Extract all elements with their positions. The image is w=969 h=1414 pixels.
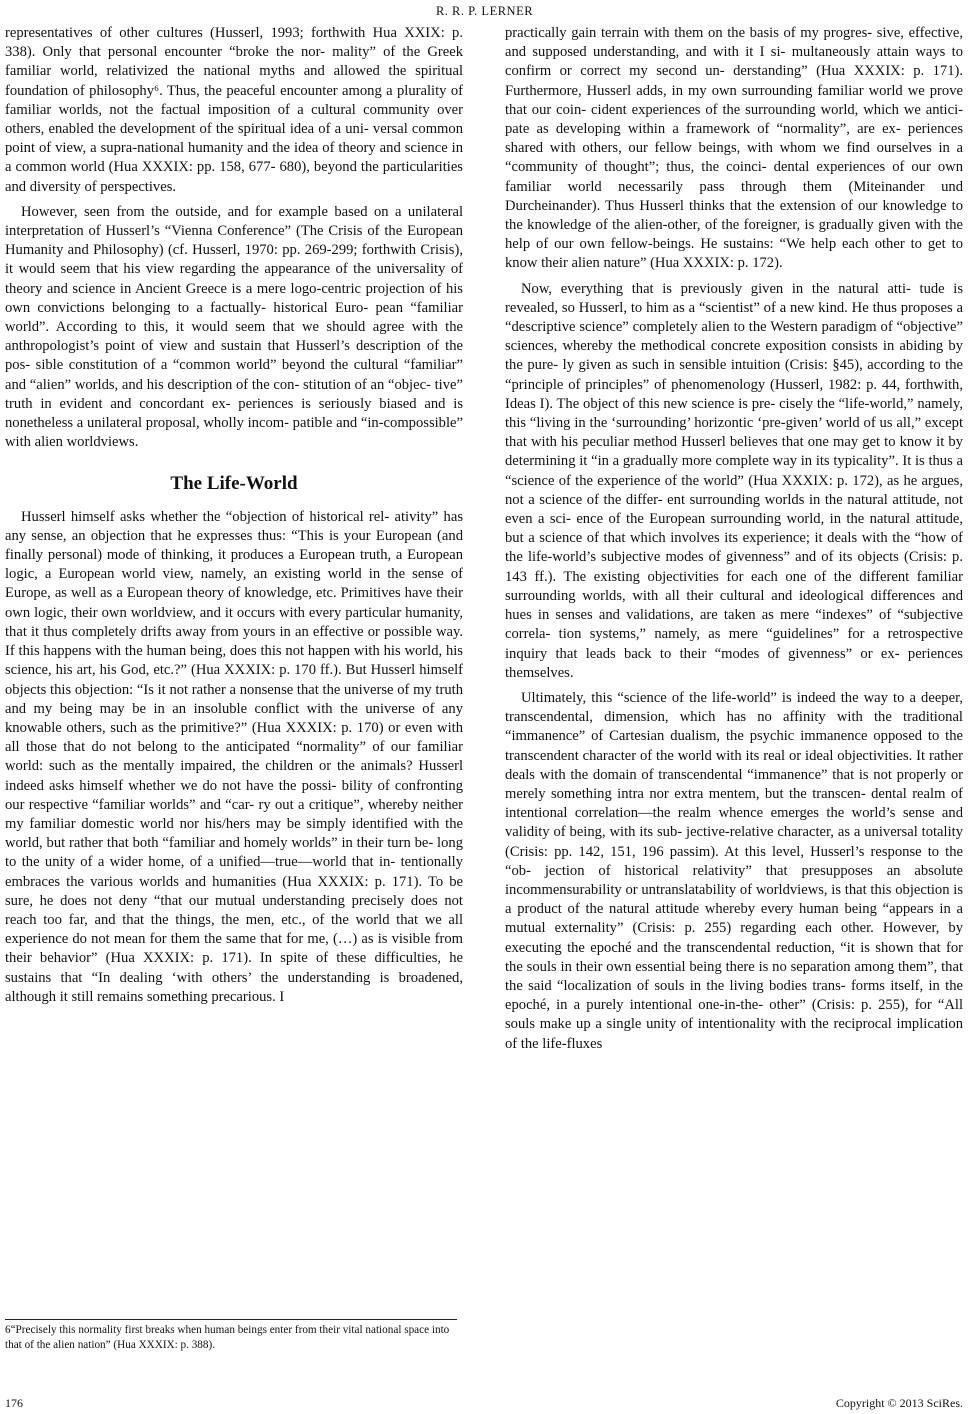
left-column bbox=[5, 24, 463, 1007]
paragraph-right-3: Ultimately, this “science of the life-world” is indeed the way to a deeper, transcendental, dimension, which has no affinity with the traditional “immanence” of Cartesian dualism, the psychic immanence opposed to the transcendent character of the world with its real or ideal objectivities. It rather deals with the domain of transcendental “immanence” that is not properly or merely something intra nor extra mentem, but the transcen- dental realm of intentional correlation—the realm whence emerges the world’s sense and validity of being, with its sub- jective-relative character, as a universal totality (Crisis: pp. 142, 151, 196 passim). At this level, Husserl’s response to the “ob- jection of historical relativity” that presupposes an absolute incommensurability or untranslatability of worldviews, is that this objection is a product of the natural attitude whereby every human being “appears in a mutual externality” (Crisis: p. 255) regarding each other. However, by executing the epoché and the transcendental reduction, “it is shown that for the souls in their own essential being there is no separation among them”, that the said “localization of souls in the living bodies trans- forms itself, in the epoché, in a purely intentional one-in-the- other” (Crisis: p. 255), for “All souls make up a single unity of intentionality with the reciprocal implication of the life-fluxes bbox=[505, 689, 963, 1052]
paragraph-right-1: practically gain terrain with them on the basis of my progres- sive, effective, and supposed understanding, and with it I si- multaneously attain ways to confirm or correct my second un- derstanding” (Hua XXXIX: p. 171). Furthermore, Husserl adds, in my own surrounding familiar world we prove that our coin- cident experiences of the surrounding world, which we antici- pate as developing within a framework of “normality”, are ex- periences shared with others, our fellow beings, with whom we find ourselves in a “community of thought”; thus, the coinci- dental experiences of our own familiar world necessarily pass through them (Miteinander und Durcheinander). Thus Husserl thinks that the extension of our knowledge to the knowledge of the alien-other, of the foreigner, is gradually given with the help of our own fellow-beings. He sustains: “We help each other to get to know their alien nature” (Hua XXXIX: p. 172). bbox=[505, 25, 963, 272]
footnote-divider bbox=[5, 1319, 457, 1320]
running-header: R. R. P. LERNER bbox=[435, 4, 534, 18]
paragraph-right-2: Now, everything that is previously given in the natural atti- tude is revealed, so Husserl, to him as a “scientist” of a new kind. He thus proposes a “descriptive science” completely alien to the Western paradigm of “objective” sciences, whereby the methodical concrete exposition consists in abiding by the pure- ly given as such in sensible intuition (Crisis: §45), according to the “principle of principles” of phenomenology (Husserl, 1982: p. 44, forthwith, Ideas I). The object of this new science is pre- cisely the “life-world,” namely, this “living in the ‘surrounding’ horizontic ‘pre-given’ world of us all,” except that with his peculiar method Husserl believes that one may get to know it by determining it “in a gradually more complete way in its typicality”. It is thus a “science of the experience of the world” (Hua XXXIX: p. 172), as he argues, not a science of the differ- ent surrounding worlds in the natural attitude, not even a sci- ence of the European surrounding world, in the natural attitude, but a science of that which involves its experience; it deals with the “how of the life-world’s subjective modes of givenness” and of its objects (Crisis: p. 143 ff.). The existing objectivities for each one of the different familiar surrounding worlds, with all their cultural and ideological differences and hues in senses and validations, are taken as mere “indexes” of “subjective correla- tion systems,” namely, as mere “guidelines” for a retrospective inquiry that leads back to their “modes of givenness” or ex- periences themselves. bbox=[505, 280, 963, 681]
paragraph-left-1: representatives of other cultures (Husserl, 1993; forthwith Hua XXIX: p. 338). Only that personal encounter “broke the nor- mality” of the Greek familiar world, relativized the national myths and allowed the spiritual foundation of philosophy⁶. Thus, the peaceful encounter among a plurality of familiar worlds, not the factual imposition of a cultural community over others, enabled the development of the spiritual idea of a uni- versal common point of view, a supra-national humanity and the idea of theory and science in a common world (Hua XXXIX: pp. 158, 677- 680), beyond the particularities and diversity of perspectives. bbox=[5, 25, 463, 195]
copyright-notice: Copyright © 2013 SciRes. bbox=[835, 1396, 963, 1410]
page-number: 176 bbox=[5, 1396, 23, 1410]
section-title: The Life-World bbox=[170, 473, 298, 495]
footnote: 6“Precisely this normality first breaks when human beings enter from their vital national space into that of the alien nation” (Hua XXXIX: p. 388). bbox=[5, 1324, 450, 1351]
paragraph-left-2: However, seen from the outside, and for example based on a unilateral interpretation of Husserl’s “Vienna Conference” (The Crisis of the European Humanity and Philosophy) (cf. Husserl, 1970: pp. 269-299; forthwith Crisis), it would seem that his view regarding the appearance of the universality of theory and science in Ancient Greece is a mere logo-centric projection of his own convictions belonging to a factually- historical Euro- pean “familiar world”. According to this, it would seem that we should agree with the anthropologist’s point of view and sustain that Husserl’s description of the pos- sible constitution of a “common world” beyond the cultural “familiar” and “alien” worlds, and his description of the con- stitution of an “objec- tive” truth in evident and concordant ex- periences is seriously biased and is nonetheless a unilateral proposal, wholly incom- patible and “in-compossible” with alien worldviews. bbox=[5, 203, 463, 451]
right-column bbox=[505, 24, 963, 1054]
paragraph-left-3: Husserl himself asks whether the “objection of historical rel- ativity” has any sense, an objection that he expresses thus: “This is your European (and finally personal) mode of thinking, it produces a European truth, a European logic, a European world view, namely, an existing world in the sense of Europe, as well as a European theory of knowledge, etc. Primitives have their own logic, their own worldview, and it occurs with every particular humanity, that it thus completely drifts away from yours in an effective or possible way. If this happens with the human being, does this not happen with his world, his science, his art, his God, etc.?” (Hua XXXIX: p. 170 ff.). But Husserl himself objects this objection: “Is it not rather a nonsense that the universe of my truth and my being may be in an insoluble conflict with the universe of any knowable others, such as the primitive?” (Hua XXXIX: p. 170) or even with all those that do not belong to the anticipated “normality” of our familiar world: such as the mentally impaired, the children or the animals? Husserl indeed asks himself whether we do not have the possi- bility of confronting our respective “familiar worlds” and “car- ry out a critique”, whereby neither my familiar domestic world nor his/hers may be simply identified with the world, but rather that both “familiar and homely worlds” in their turn be- long to the unity of a wider home, of a unified—true—world that in- tentionally embraces the various worlds and humanities (Hua XXXIX: p. 171). To be sure, he does not deny “that our mutual understanding precisely does not reach too far, and that the things, the men, etc., of the world that we all experience do not mean for them the same that for me, (…) as is visible from their behavior” (Hua XXXIX: p. 171). In spite of these difficulties, he sustains that “In dealing ‘with others’ the understanding is broadened, although it still remains something precarious. I bbox=[5, 508, 463, 1005]
